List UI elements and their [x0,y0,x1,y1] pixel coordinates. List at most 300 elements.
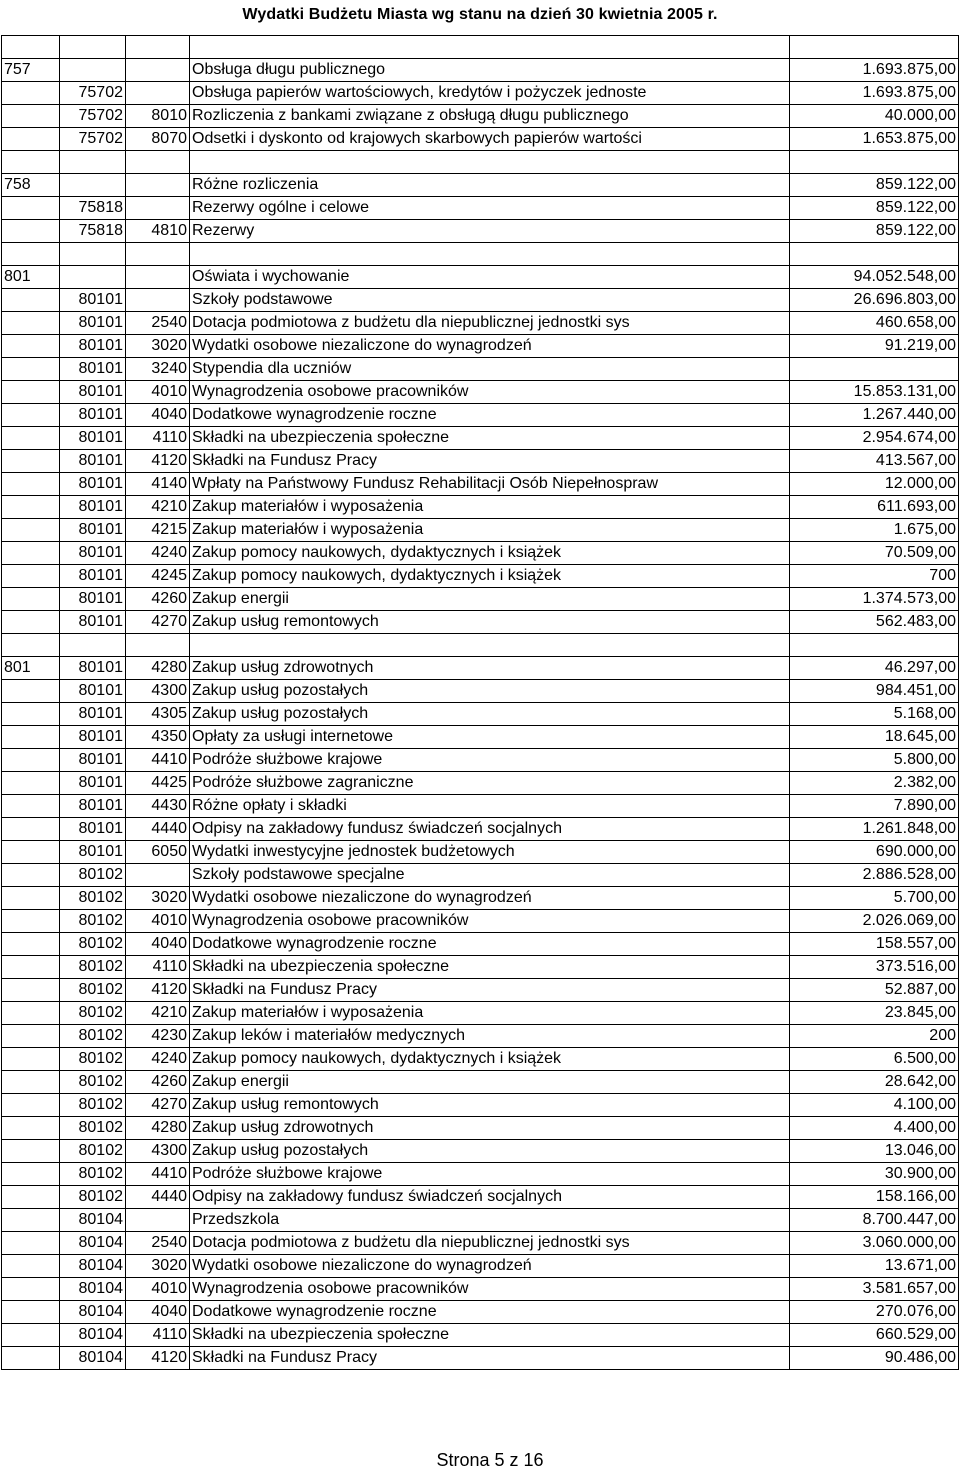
paragraf-cell: 3240 [126,358,190,381]
table-row [2,1347,959,1370]
amount-cell: 859.122,00 [790,174,959,197]
dzial-cell [2,1278,60,1301]
name-cell: Odpisy na zakładowy fundusz świadczeń socjalnych [190,1186,790,1209]
name-cell [190,151,790,174]
rozdzial-cell: 80101 [60,657,126,680]
table-row [2,1117,959,1140]
name-cell: Zakup usług remontowych [190,611,790,634]
rozdzial-cell [60,174,126,197]
amount-cell: 859.122,00 [790,197,959,220]
paragraf-cell: 4280 [126,1117,190,1140]
name-cell: Obsługa papierów wartościowych, kredytów i pożyczek jednoste [190,82,790,105]
rozdzial-cell: 75702 [60,105,126,128]
rozdzial-cell: 80104 [60,1347,126,1370]
rozdzial-cell: 80101 [60,473,126,496]
amount-cell: 2.382,00 [790,772,959,795]
table-row [2,1002,959,1025]
dzial-cell [2,1232,60,1255]
name-cell: Zakup materiałów i wyposażenia [190,1002,790,1025]
rozdzial-cell [60,59,126,82]
dzial-cell [2,1301,60,1324]
dzial-cell [2,1140,60,1163]
paragraf-cell: 4210 [126,496,190,519]
rozdzial-cell: 80104 [60,1301,126,1324]
name-cell: Dodatkowe wynagrodzenie roczne [190,933,790,956]
table-row [2,266,959,289]
dzial-cell [2,1002,60,1025]
dzial-cell [2,841,60,864]
rozdzial-cell: 80102 [60,956,126,979]
dzial-cell [2,404,60,427]
name-cell: Podróże służbowe krajowe [190,1163,790,1186]
amount-cell: 52.887,00 [790,979,959,1002]
amount-cell [790,36,959,59]
amount-cell: 12.000,00 [790,473,959,496]
rozdzial-cell: 80102 [60,1002,126,1025]
amount-cell: 5.800,00 [790,749,959,772]
blank-row [2,243,959,266]
dzial-cell [2,910,60,933]
rozdzial-cell: 80104 [60,1278,126,1301]
rozdzial-cell: 80101 [60,841,126,864]
paragraf-cell: 4215 [126,519,190,542]
paragraf-cell: 4350 [126,726,190,749]
amount-cell: 1.675,00 [790,519,959,542]
dzial-cell [2,1048,60,1071]
name-cell: Rezerwy [190,220,790,243]
paragraf-cell: 4270 [126,611,190,634]
rozdzial-cell: 80102 [60,1094,126,1117]
paragraf-cell: 4425 [126,772,190,795]
name-cell: Podróże służbowe krajowe [190,749,790,772]
table-row [2,496,959,519]
paragraf-cell: 2540 [126,312,190,335]
table-row [2,1301,959,1324]
dzial-cell [2,36,60,59]
paragraf-cell: 4210 [126,1002,190,1025]
name-cell: Dotacja podmiotowa z budżetu dla niepublicznej jednostki sys [190,1232,790,1255]
dzial-cell [2,82,60,105]
table-row [2,404,959,427]
table-row [2,335,959,358]
name-cell: Wpłaty na Państwowy Fundusz Rehabilitacji Osób Niepełnospraw [190,473,790,496]
name-cell: Zakup leków i materiałów medycznych [190,1025,790,1048]
table-row [2,542,959,565]
table-row [2,1324,959,1347]
amount-cell: 158.557,00 [790,933,959,956]
name-cell: Składki na Fundusz Pracy [190,979,790,1002]
paragraf-cell: 4040 [126,933,190,956]
dzial-cell [2,450,60,473]
rozdzial-cell: 80102 [60,979,126,1002]
amount-cell: 23.845,00 [790,1002,959,1025]
table-row [2,105,959,128]
rozdzial-cell: 75702 [60,128,126,151]
name-cell: Zakup materiałów i wyposażenia [190,496,790,519]
rozdzial-cell: 80102 [60,864,126,887]
paragraf-cell: 4410 [126,1163,190,1186]
rozdzial-cell: 80101 [60,726,126,749]
rozdzial-cell: 80101 [60,588,126,611]
rozdzial-cell: 80102 [60,1025,126,1048]
name-cell: Wynagrodzenia osobowe pracowników [190,910,790,933]
amount-cell: 373.516,00 [790,956,959,979]
amount-cell: 28.642,00 [790,1071,959,1094]
dzial-cell [2,1324,60,1347]
amount-cell: 984.451,00 [790,680,959,703]
name-cell: Wynagrodzenia osobowe pracowników [190,1278,790,1301]
name-cell: Stypendia dla uczniów [190,358,790,381]
page-number: Strona 5 z 16 [436,1450,544,1470]
paragraf-cell [126,289,190,312]
rozdzial-cell: 80104 [60,1255,126,1278]
paragraf-cell: 3020 [126,1255,190,1278]
dzial-cell [2,312,60,335]
amount-cell: 13.671,00 [790,1255,959,1278]
table-row [2,312,959,335]
paragraf-cell: 4040 [126,404,190,427]
table-row [2,565,959,588]
dzial-cell [2,519,60,542]
table-row [2,1071,959,1094]
table-row [2,887,959,910]
rozdzial-cell [60,634,126,657]
rozdzial-cell [60,243,126,266]
amount-cell: 18.645,00 [790,726,959,749]
paragraf-cell [126,174,190,197]
rozdzial-cell: 80101 [60,680,126,703]
amount-cell [790,243,959,266]
paragraf-cell: 3020 [126,335,190,358]
dzial-cell [2,864,60,887]
paragraf-cell: 4240 [126,1048,190,1071]
rozdzial-cell: 80101 [60,749,126,772]
name-cell: Opłaty za usługi internetowe [190,726,790,749]
rozdzial-cell: 80101 [60,703,126,726]
name-cell: Odpisy na zakładowy fundusz świadczeń socjalnych [190,818,790,841]
table-row [2,1278,959,1301]
rozdzial-cell: 80101 [60,496,126,519]
table-row [2,59,959,82]
table-row [2,1209,959,1232]
dzial-cell [2,1094,60,1117]
paragraf-cell: 4240 [126,542,190,565]
dzial-cell [2,1071,60,1094]
paragraf-cell: 4230 [126,1025,190,1048]
amount-cell: 70.509,00 [790,542,959,565]
paragraf-cell: 4110 [126,427,190,450]
table-row [2,749,959,772]
amount-cell: 3.581.657,00 [790,1278,959,1301]
name-cell: Oświata i wychowanie [190,266,790,289]
amount-cell: 690.000,00 [790,841,959,864]
table-row [2,795,959,818]
dzial-cell [2,473,60,496]
paragraf-cell [126,1209,190,1232]
dzial-cell: 801 [2,266,60,289]
name-cell: Składki na Fundusz Pracy [190,1347,790,1370]
dzial-cell [2,749,60,772]
paragraf-cell: 4260 [126,1071,190,1094]
table-row [2,289,959,312]
rozdzial-cell: 80101 [60,450,126,473]
rozdzial-cell: 80101 [60,381,126,404]
paragraf-cell: 4270 [126,1094,190,1117]
rozdzial-cell: 80104 [60,1209,126,1232]
name-cell: Dodatkowe wynagrodzenie roczne [190,404,790,427]
table-row [2,1094,959,1117]
table-row [2,772,959,795]
dzial-cell [2,243,60,266]
table-row [2,358,959,381]
table-row [2,450,959,473]
paragraf-cell [126,266,190,289]
paragraf-cell: 4430 [126,795,190,818]
table-row [2,128,959,151]
amount-cell: 5.168,00 [790,703,959,726]
name-cell: Wydatki osobowe niezaliczone do wynagrodzeń [190,335,790,358]
paragraf-cell: 4280 [126,657,190,680]
rozdzial-cell: 80102 [60,933,126,956]
amount-cell: 158.166,00 [790,1186,959,1209]
name-cell: Dodatkowe wynagrodzenie roczne [190,1301,790,1324]
table-row [2,841,959,864]
amount-cell: 859.122,00 [790,220,959,243]
name-cell: Wydatki inwestycyjne jednostek budżetowych [190,841,790,864]
amount-cell: 4.400,00 [790,1117,959,1140]
rozdzial-cell: 80104 [60,1232,126,1255]
amount-cell: 1.653.875,00 [790,128,959,151]
amount-cell: 91.219,00 [790,335,959,358]
name-cell: Podróże służbowe zagraniczne [190,772,790,795]
rozdzial-cell [60,151,126,174]
name-cell: Rozliczenia z bankami związane z obsługą długu publicznego [190,105,790,128]
dzial-cell [2,795,60,818]
dzial-cell [2,818,60,841]
rozdzial-cell: 80101 [60,358,126,381]
dzial-cell [2,1255,60,1278]
paragraf-cell [126,59,190,82]
name-cell: Składki na ubezpieczenia społeczne [190,427,790,450]
dzial-cell [2,979,60,1002]
amount-cell: 46.297,00 [790,657,959,680]
dzial-cell: 801 [2,657,60,680]
dzial-cell [2,1117,60,1140]
table-row [2,220,959,243]
amount-cell: 700 [790,565,959,588]
dzial-cell [2,1209,60,1232]
dzial-cell [2,105,60,128]
table-row [2,910,959,933]
name-cell: Obsługa długu publicznego [190,59,790,82]
paragraf-cell [126,634,190,657]
rozdzial-cell: 75702 [60,82,126,105]
dzial-cell [2,220,60,243]
dzial-cell [2,933,60,956]
rozdzial-cell: 80101 [60,404,126,427]
rozdzial-cell: 80101 [60,289,126,312]
dzial-cell [2,289,60,312]
rozdzial-cell: 80101 [60,565,126,588]
rozdzial-cell: 80104 [60,1324,126,1347]
dzial-cell [2,381,60,404]
dzial-cell [2,726,60,749]
table-row [2,197,959,220]
dzial-cell: 757 [2,59,60,82]
amount-cell: 660.529,00 [790,1324,959,1347]
dzial-cell [2,634,60,657]
table-row [2,381,959,404]
name-cell: Zakup energii [190,588,790,611]
amount-cell: 2.886.528,00 [790,864,959,887]
rozdzial-cell: 80101 [60,772,126,795]
name-cell: Wydatki osobowe niezaliczone do wynagrodzeń [190,1255,790,1278]
dzial-cell [2,197,60,220]
table-row [2,1232,959,1255]
rozdzial-cell: 75818 [60,220,126,243]
name-cell [190,36,790,59]
amount-cell: 1.374.573,00 [790,588,959,611]
name-cell: Zakup usług zdrowotnych [190,1117,790,1140]
dzial-cell [2,565,60,588]
amount-cell: 1.693.875,00 [790,82,959,105]
dzial-cell [2,588,60,611]
rozdzial-cell: 80102 [60,1140,126,1163]
name-cell: Zakup pomocy naukowych, dydaktycznych i książek [190,1048,790,1071]
name-cell: Szkoły podstawowe [190,289,790,312]
blank-row [2,634,959,657]
table-row [2,1025,959,1048]
dzial-cell [2,680,60,703]
amount-cell: 200 [790,1025,959,1048]
amount-cell: 40.000,00 [790,105,959,128]
paragraf-cell: 4010 [126,1278,190,1301]
dzial-cell [2,542,60,565]
budget-table-body [2,36,959,1370]
name-cell: Składki na ubezpieczenia społeczne [190,956,790,979]
rozdzial-cell: 80101 [60,611,126,634]
paragraf-cell: 4300 [126,1140,190,1163]
table-row [2,680,959,703]
paragraf-cell: 4300 [126,680,190,703]
table-row [2,979,959,1002]
amount-cell: 1.267.440,00 [790,404,959,427]
amount-cell: 30.900,00 [790,1163,959,1186]
amount-cell: 15.853.131,00 [790,381,959,404]
dzial-cell [2,1347,60,1370]
rozdzial-cell: 80101 [60,427,126,450]
paragraf-cell: 4140 [126,473,190,496]
dzial-cell: 758 [2,174,60,197]
table-row [2,519,959,542]
name-cell [190,243,790,266]
paragraf-cell: 4120 [126,1347,190,1370]
table-row [2,726,959,749]
rozdzial-cell: 80102 [60,1117,126,1140]
name-cell: Wynagrodzenia osobowe pracowników [190,381,790,404]
amount-cell: 13.046,00 [790,1140,959,1163]
blank-row [2,36,959,59]
name-cell: Szkoły podstawowe specjalne [190,864,790,887]
table-row [2,818,959,841]
amount-cell: 94.052.548,00 [790,266,959,289]
paragraf-cell: 4245 [126,565,190,588]
rozdzial-cell: 80101 [60,542,126,565]
rozdzial-cell: 80101 [60,519,126,542]
amount-cell: 4.100,00 [790,1094,959,1117]
table-row [2,956,959,979]
rozdzial-cell: 80101 [60,335,126,358]
name-cell: Zakup energii [190,1071,790,1094]
rozdzial-cell: 80102 [60,1048,126,1071]
blank-row [2,151,959,174]
paragraf-cell: 4410 [126,749,190,772]
paragraf-cell [126,36,190,59]
amount-cell: 7.890,00 [790,795,959,818]
name-cell: Zakup pomocy naukowych, dydaktycznych i książek [190,542,790,565]
paragraf-cell [126,82,190,105]
amount-cell: 413.567,00 [790,450,959,473]
paragraf-cell: 4120 [126,450,190,473]
paragraf-cell: 4110 [126,1324,190,1347]
amount-cell: 26.696.803,00 [790,289,959,312]
paragraf-cell: 8010 [126,105,190,128]
name-cell: Rezerwy ogólne i celowe [190,197,790,220]
paragraf-cell: 4040 [126,1301,190,1324]
dzial-cell [2,1186,60,1209]
paragraf-cell: 4010 [126,381,190,404]
dzial-cell [2,427,60,450]
name-cell: Przedszkola [190,1209,790,1232]
name-cell: Dotacja podmiotowa z budżetu dla niepublicznej jednostki sys [190,312,790,335]
amount-cell: 562.483,00 [790,611,959,634]
paragraf-cell: 4260 [126,588,190,611]
dzial-cell [2,335,60,358]
rozdzial-cell: 80101 [60,312,126,335]
rozdzial-cell [60,36,126,59]
dzial-cell [2,128,60,151]
name-cell: Zakup materiałów i wyposażenia [190,519,790,542]
amount-cell: 460.658,00 [790,312,959,335]
table-row [2,864,959,887]
rozdzial-cell: 80102 [60,1163,126,1186]
table-row [2,1163,959,1186]
amount-cell [790,358,959,381]
name-cell: Różne opłaty i składki [190,795,790,818]
paragraf-cell: 3020 [126,887,190,910]
table-row [2,473,959,496]
amount-cell: 6.500,00 [790,1048,959,1071]
dzial-cell [2,611,60,634]
name-cell: Odsetki i dyskonto od krajowych skarbowych papierów wartości [190,128,790,151]
dzial-cell [2,703,60,726]
paragraf-cell [126,243,190,266]
page-title: Wydatki Budżetu Miasta wg stanu na dzień 30 kwietnia 2005 r. [242,6,718,23]
paragraf-cell [126,197,190,220]
name-cell: Zakup usług zdrowotnych [190,657,790,680]
table-row [2,174,959,197]
table-row [2,1255,959,1278]
name-cell: Zakup usług remontowych [190,1094,790,1117]
name-cell: Składki na Fundusz Pracy [190,450,790,473]
table-row [2,588,959,611]
rozdzial-cell: 80101 [60,795,126,818]
dzial-cell [2,1163,60,1186]
paragraf-cell: 4440 [126,818,190,841]
dzial-cell [2,772,60,795]
table-row [2,1186,959,1209]
dzial-cell [2,496,60,519]
